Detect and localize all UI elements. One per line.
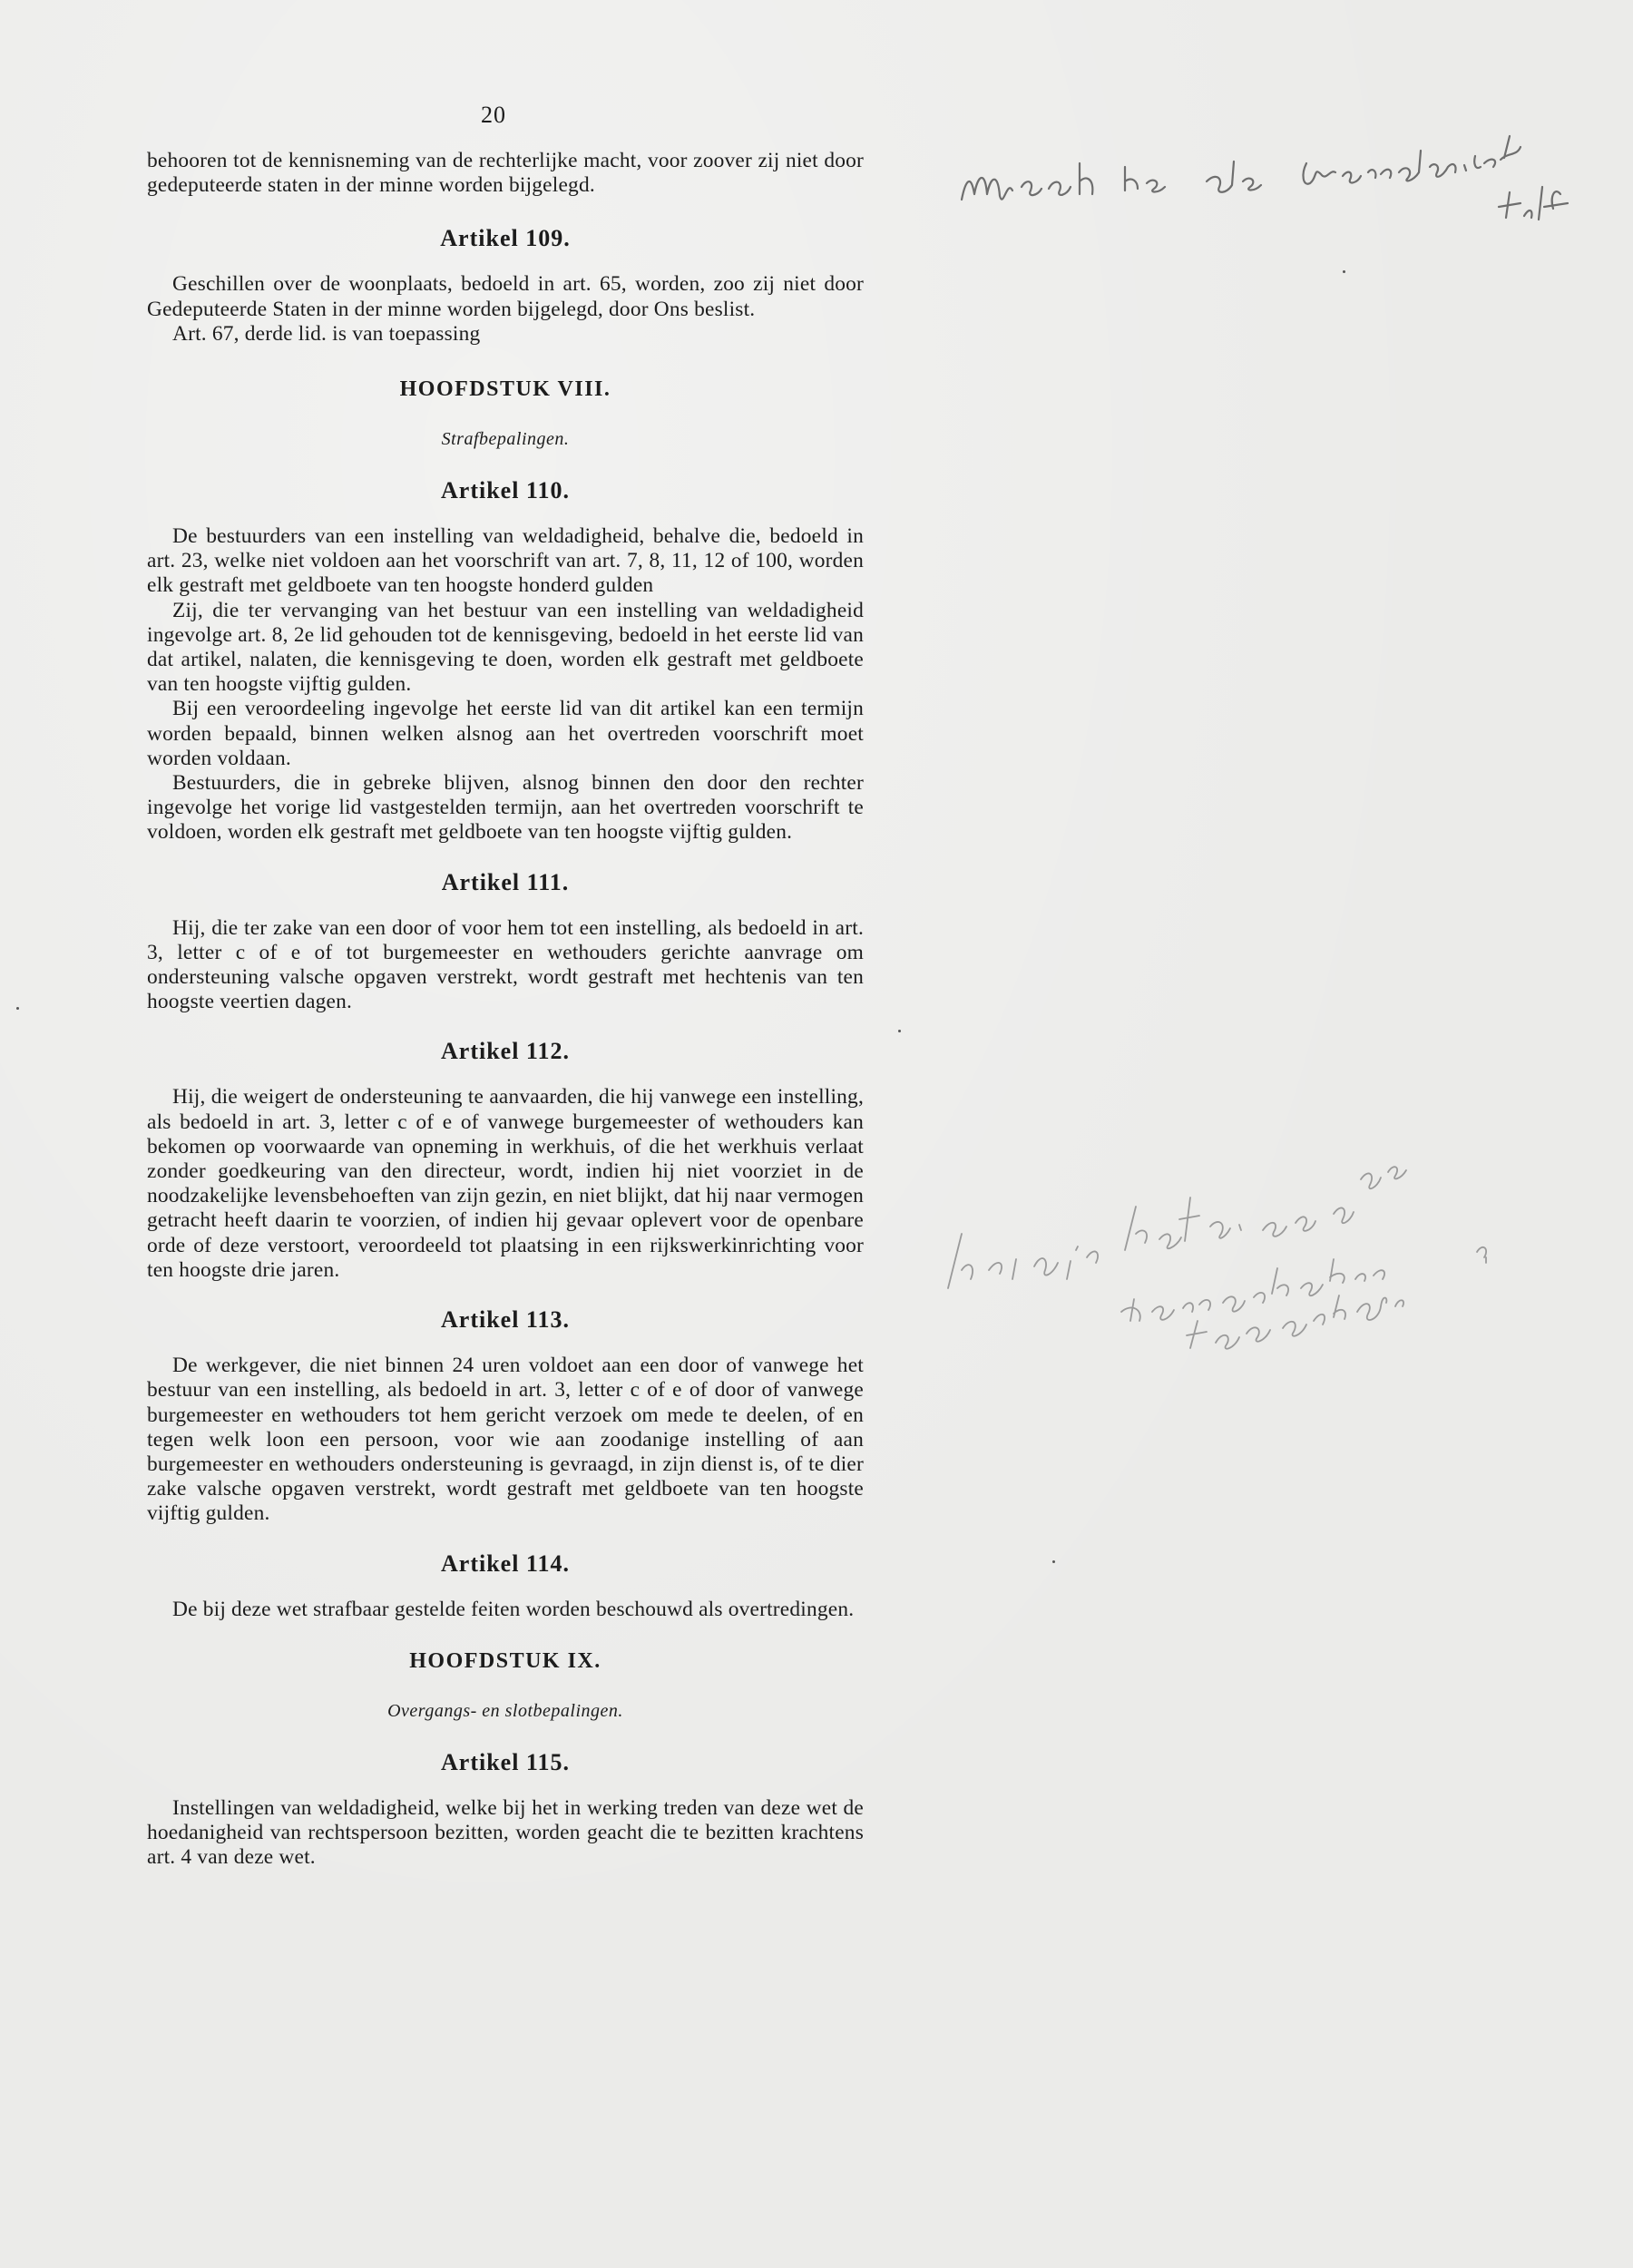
chapter-heading: HOOFDSTUK IX. <box>409 1648 601 1673</box>
paragraph: Zij, die ter vervanging van het bestuur van een instelling van weldadigheid ingevolge art. 8, 2e lid gehouden tot de kennisgeving, bedoeld in het eerste lid van dat artikel, nalaten, die kennisgeving te doen, worden elk gestraft met geldboete van ten hoogste vijftig gulden. <box>147 598 864 697</box>
paragraph: Instellingen van weldadigheid, welke bij het in werking treden van deze wet de hoedanigheid van rechtspersoon bezitten, worden geacht die te bezitten krachtens art. 4 van deze wet. <box>147 1795 864 1870</box>
paragraph: Bij een veroordeeling ingevolge het eerste lid van dit artikel kan een termijn worden bepaald, binnen welken alsnog aan het overtreden voorschrift moet worden voldaan. <box>147 697 864 770</box>
handwritten-annotation-middle <box>934 1143 1569 1379</box>
article-heading: Artikel 111. <box>441 868 570 895</box>
paper-speck <box>1052 1560 1055 1563</box>
article-heading: Artikel 112. <box>441 1038 570 1065</box>
article-heading: Artikel 110. <box>441 477 570 504</box>
article-heading: Artikel 113. <box>441 1306 570 1334</box>
paragraph: behooren tot de kennisneming van de rechterlijke macht, voor zoover zij niet door gedeputeerde staten in der minne worden bijgelegd. <box>147 149 864 198</box>
chapter-subtitle: Overgangs- en slotbepalingen. <box>387 1700 623 1721</box>
paragraph: De bestuurders van een instelling van weldadigheid, behalve die, bedoeld in art. 23, welke niet voldoen aan het voorschrift van art. 7, 8, 11, 12 of 100, worden elk gestraft met geldboete van ten hoogste honderd gulden <box>147 524 864 598</box>
paragraph: Bestuurders, die in gebreke blijven, alsnog binnen den door den rechter ingevolge het vorige lid vastgestelden termijn, aan het overtreden voorschrift te voldoen, worden elk gestraft met geldboete van ten hoogste vijftig gulden. <box>147 771 864 845</box>
article-heading: Artikel 109. <box>440 225 571 252</box>
paragraph: Hij, die ter zake van een door of voor hem tot een instelling, als bedoeld in art. 3, letter c of e of tot burgemeester en wethouders gerichte aanvrage om ondersteuning valsche opgaven verstrekt, wordt gestraft met hechtenis van ten hoogste veertien dagen. <box>147 915 864 1014</box>
paragraph: Art. 67, derde lid. is van toepassing <box>172 321 481 346</box>
paragraph: De werkgever, die niet binnen 24 uren voldoet aan een door of vanwege het bestuur van een instelling, als bedoeld in art. 3, letter c of e of door of vanwege burgemeester en wethouders tot hem gericht verzoek om mede te deelen, of en tegen welk loon een persoon, voor wie aan zoodanige instelling of aan burgemeester en wethouders ondersteuning is gevraagd, in zijn dienst is, of te dier zake valsche opgaven verstrekt, wordt gestraft met geldboete van ten hoogste vijftig gulden. <box>147 1354 864 1526</box>
paragraph: Hij, die weigert de ondersteuning te aanvaarden, die hij vanwege een instelling, als bedoeld in art. 3, letter c of e of vanwege burgemeester of wethouders kan bekomen op voorwaarde van opneming in werkhuis, of die het werkhuis verlaat zonder goedkeuring van den directeur, wordt, indien hij niet voorziet in de noodzakelijke levensbehoeften van zijn gezin, en niet blijkt, dat hij naar vermogen getracht heeft daarin te voorzien, of indien hij gevaar oplevert voor de openbare orde of deze verstoort, veroordeeld tot plaatsing in een rijkswerkinrichting voor ten hoogste drie jaren. <box>147 1085 864 1282</box>
page-number: 20 <box>481 102 506 128</box>
paper-speck <box>16 1007 19 1010</box>
text-column <box>147 149 864 1870</box>
chapter-subtitle: Strafbepalingen. <box>441 429 570 450</box>
paragraph: Geschillen over de woonplaats, bedoeld in art. 65, worden, zoo zij niet door Gedeputeerde Staten in der minne worden bijgelegd, door Ons beslist. <box>147 272 864 321</box>
paper-speck <box>1343 270 1345 273</box>
article-heading: Artikel 114. <box>441 1549 570 1577</box>
chapter-heading: HOOFDSTUK VIII. <box>399 377 611 402</box>
handwritten-annotation-top <box>944 100 1579 254</box>
paragraph: De bij deze wet strafbaar gestelde feiten worden beschouwd als overtredingen. <box>172 1597 855 1621</box>
paper-speck <box>898 1030 901 1032</box>
article-heading: Artikel 115. <box>441 1748 570 1775</box>
